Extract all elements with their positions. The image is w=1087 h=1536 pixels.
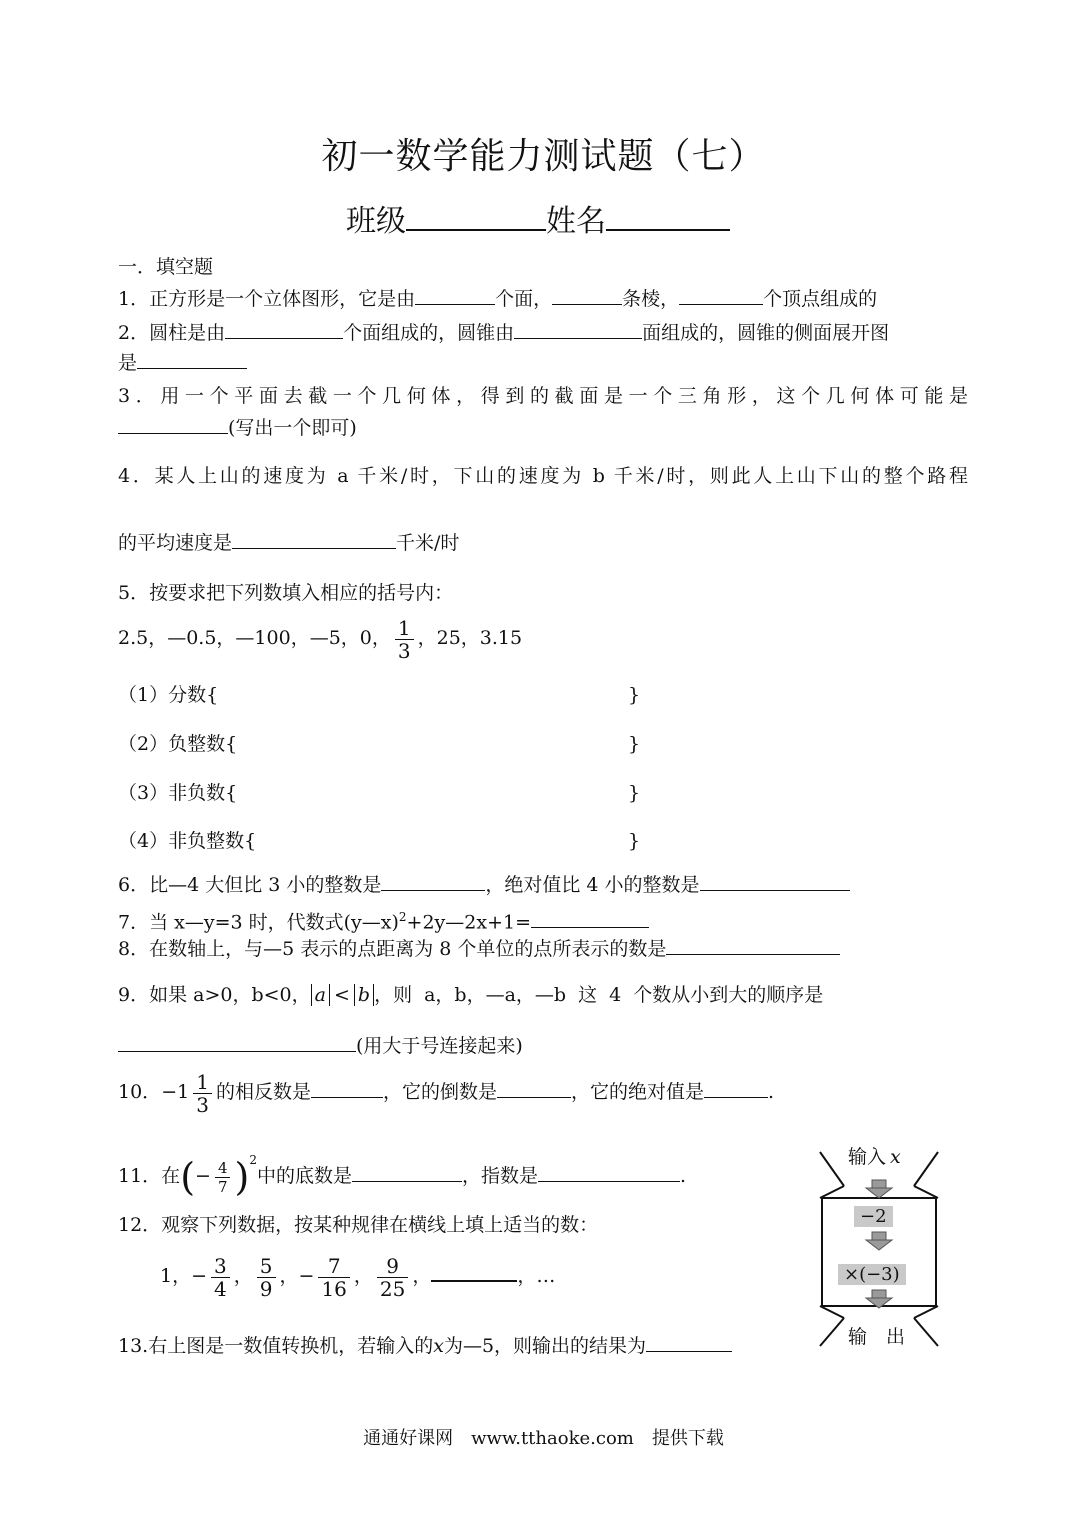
q5-close-1: } bbox=[628, 684, 641, 706]
q12-term-2-den: 4 bbox=[214, 1276, 227, 1301]
q1-blank-2[interactable] bbox=[552, 285, 622, 305]
q11-text-d: . bbox=[679, 1165, 687, 1187]
q9-text-c: (用大于号连接起来) bbox=[356, 1035, 523, 1057]
q10-frac-num: 1 bbox=[193, 1071, 212, 1094]
q2-text-d: 是 bbox=[118, 352, 138, 374]
question-11 bbox=[118, 1134, 686, 1203]
q4-blank[interactable] bbox=[232, 529, 396, 549]
question-12-sequence bbox=[160, 1248, 555, 1304]
section-heading: 一．填空题 bbox=[118, 256, 214, 278]
q1-text-a: 1．正方形是一个立体图形，它是由 bbox=[118, 288, 416, 310]
q1-blank-3[interactable] bbox=[679, 285, 763, 305]
q7-blank[interactable] bbox=[531, 908, 649, 928]
question-8 bbox=[118, 935, 840, 962]
diagram-input-label bbox=[848, 1142, 901, 1169]
q12-ellipsis: ，… bbox=[517, 1265, 556, 1287]
q6-text-a: 6．比—4 大但比 3 小的整数是 bbox=[118, 874, 382, 896]
q12-term-3 bbox=[257, 1255, 276, 1300]
q12-term-5-num: 9 bbox=[377, 1255, 408, 1278]
q12-term-1: 1 bbox=[160, 1265, 173, 1287]
question-4: 4．某人上山的速度为 a 千米/时，下山的速度为 b 千米/时，则此人上山下山的整个路程 bbox=[118, 465, 968, 487]
q10-frac-den: 3 bbox=[196, 1092, 209, 1117]
diagram-input-var: x bbox=[890, 1146, 901, 1168]
page-footer: 通通好课网 www.tthaoke.com 提供下载 bbox=[363, 1428, 724, 1449]
q5-item-1: （1）分数{ bbox=[118, 684, 219, 706]
q2-text-b: 个面组成的，圆锥由 bbox=[343, 322, 515, 344]
arrow-down-icon bbox=[866, 1180, 892, 1308]
q1-text-d: 个顶点组成的 bbox=[763, 288, 878, 310]
q11-exponent: 2 bbox=[249, 1153, 257, 1167]
name-blank[interactable] bbox=[606, 199, 730, 231]
q5-close-4: } bbox=[628, 830, 641, 852]
q10-number: 10． bbox=[118, 1081, 162, 1103]
question-2-cont bbox=[118, 349, 247, 376]
q11-frac-den: 7 bbox=[217, 1177, 228, 1196]
q8-blank[interactable] bbox=[666, 935, 840, 955]
question-2 bbox=[118, 319, 889, 346]
q12-term-4 bbox=[318, 1255, 349, 1300]
q11-text-b: 中的底数是 bbox=[256, 1165, 352, 1187]
question-5-numbers bbox=[118, 612, 522, 664]
q12-term-3-den: 9 bbox=[259, 1276, 273, 1301]
q5-frac-num: 1 bbox=[395, 617, 414, 640]
q2-blank-2[interactable] bbox=[514, 319, 642, 339]
diagram-input-text: 输入 bbox=[848, 1146, 887, 1168]
q11-frac-num: 4 bbox=[215, 1159, 231, 1178]
q2-blank-3[interactable] bbox=[137, 349, 247, 369]
q10-fraction bbox=[193, 1071, 212, 1116]
diagram-output-label: 输 出 bbox=[848, 1326, 906, 1348]
q6-blank-1[interactable] bbox=[381, 871, 485, 891]
q13-text-a: 13.右上图是一数值转换机，若输入的 bbox=[118, 1335, 434, 1357]
q9-less-than: < bbox=[333, 984, 350, 1006]
class-blank[interactable] bbox=[406, 199, 546, 231]
q12-term-2 bbox=[211, 1255, 230, 1300]
q13-blank[interactable] bbox=[646, 1332, 732, 1352]
q11-blank-1[interactable] bbox=[352, 1162, 462, 1182]
q5-numbers-a: 2.5，—0.5，—100，—5，0， bbox=[118, 627, 391, 649]
q11-text-a: 11．在 bbox=[118, 1165, 181, 1187]
q8-text-a: 8．在数轴上，与—5 表示的点距离为 8 个单位的点所表示的数是 bbox=[118, 938, 667, 960]
q11-minus: − bbox=[195, 1165, 211, 1187]
diagram-step-subtract: −2 bbox=[854, 1206, 893, 1227]
q4-text-b: 的平均速度是 bbox=[118, 532, 233, 554]
q3-blank[interactable] bbox=[118, 414, 228, 434]
q12-term-4-num: 7 bbox=[318, 1255, 349, 1278]
q7-exponent: 2 bbox=[398, 910, 407, 924]
q12-sep: ， bbox=[412, 1265, 432, 1287]
q12-term-4-den: 16 bbox=[321, 1276, 347, 1301]
q1-blank-1[interactable] bbox=[415, 285, 495, 305]
q9-abs-a: a bbox=[311, 984, 330, 1006]
q9-abs-b: b bbox=[354, 984, 374, 1006]
page-title: 初一数学能力测试题（七） bbox=[321, 136, 766, 177]
q11-paren-open: ( bbox=[180, 1155, 196, 1199]
q5-numbers-b: ，25，3.15 bbox=[417, 627, 523, 649]
q9-text-a: 9．如果 a>0，b<0， bbox=[118, 984, 311, 1006]
q13-text-b: 为—5，则输出的结果为 bbox=[443, 1335, 647, 1357]
class-label: 班级 bbox=[346, 204, 406, 239]
q11-paren-close: ) bbox=[234, 1155, 250, 1199]
q4-text-c: 千米/时 bbox=[396, 532, 460, 554]
question-12: 12．观察下列数据，按某种规律在横线上填上适当的数： bbox=[118, 1214, 599, 1236]
q7-text-a: 7．当 x—y=3 时，代数式(y—x) bbox=[118, 911, 399, 934]
q5-item-4: （4）非负整数{ bbox=[118, 830, 257, 852]
name-label: 姓名 bbox=[546, 204, 606, 239]
q10-blank-1[interactable] bbox=[311, 1078, 383, 1098]
q10-whole: −1 bbox=[161, 1081, 190, 1103]
diagram-step-multiply: ×(−3) bbox=[838, 1264, 906, 1285]
q9-blank[interactable] bbox=[118, 1032, 356, 1052]
q12-term-5-den: 25 bbox=[379, 1276, 406, 1301]
q12-term-3-num: 5 bbox=[257, 1255, 276, 1278]
question-9-cont bbox=[118, 1032, 523, 1059]
q2-text-c: 面组成的，圆锥的侧面展开图 bbox=[642, 322, 890, 344]
q12-sep: ， bbox=[353, 1265, 373, 1287]
question-3: 3．用一个平面去截一个几何体，得到的截面是一个三角形，这个几何体可能是 bbox=[118, 385, 968, 407]
q10-blank-2[interactable] bbox=[497, 1078, 571, 1098]
student-info bbox=[346, 196, 730, 240]
question-10 bbox=[118, 1066, 774, 1118]
q11-blank-2[interactable] bbox=[538, 1162, 680, 1182]
question-9 bbox=[118, 982, 823, 1008]
q12-sep: ， bbox=[172, 1265, 192, 1287]
q5-fraction bbox=[395, 617, 414, 662]
question-13 bbox=[118, 1332, 732, 1359]
q2-text-a: 2．圆柱是由 bbox=[118, 322, 226, 344]
q6-blank-2[interactable] bbox=[700, 871, 850, 891]
q12-sign-2: − bbox=[191, 1265, 208, 1287]
question-3-cont bbox=[118, 414, 357, 441]
question-1 bbox=[118, 285, 877, 312]
q7-text-b: +2y—2x+1= bbox=[406, 911, 532, 934]
q10-text-d: ，它的绝对值是 bbox=[570, 1081, 704, 1103]
q6-text-b: ，绝对值比 4 小的整数是 bbox=[485, 874, 700, 896]
conversion-machine-diagram bbox=[818, 1140, 940, 1350]
q11-text-c: ，指数是 bbox=[461, 1165, 538, 1187]
q2-blank-1[interactable] bbox=[225, 319, 343, 339]
q12-term-2-num: 3 bbox=[211, 1255, 230, 1278]
q12-sep: ， bbox=[233, 1265, 253, 1287]
q10-text-b: 的相反数是 bbox=[215, 1081, 311, 1103]
q12-blank[interactable] bbox=[431, 1261, 517, 1282]
question-4-cont bbox=[118, 529, 459, 556]
q3-text-b: (写出一个即可) bbox=[228, 417, 357, 439]
q12-sign-4: − bbox=[298, 1265, 315, 1287]
q12-term-5 bbox=[377, 1255, 408, 1300]
q12-sep: ， bbox=[279, 1265, 299, 1287]
q13-variable: x bbox=[433, 1335, 444, 1357]
q1-text-b: 个面， bbox=[495, 288, 553, 310]
q1-text-c: 条棱， bbox=[622, 288, 680, 310]
q5-item-2: （2）负整数{ bbox=[118, 733, 238, 755]
q11-fraction bbox=[215, 1159, 231, 1196]
q9-text-b: ，则 a，b，—a，—b 这 4 个数从小到大的顺序是 bbox=[374, 984, 824, 1006]
q5-item-3: （3）非负数{ bbox=[118, 782, 238, 804]
q5-close-2: } bbox=[628, 733, 641, 755]
diagram-frame bbox=[818, 1140, 940, 1350]
q10-blank-3[interactable] bbox=[704, 1078, 768, 1098]
question-7 bbox=[118, 904, 649, 935]
q10-text-e: . bbox=[767, 1081, 775, 1103]
q5-close-3: } bbox=[628, 782, 641, 804]
question-6 bbox=[118, 871, 850, 898]
q5-frac-den: 3 bbox=[397, 638, 411, 663]
question-5: 5．按要求把下列数填入相应的括号内： bbox=[118, 582, 454, 604]
q10-text-c: ，它的倒数是 bbox=[382, 1081, 497, 1103]
